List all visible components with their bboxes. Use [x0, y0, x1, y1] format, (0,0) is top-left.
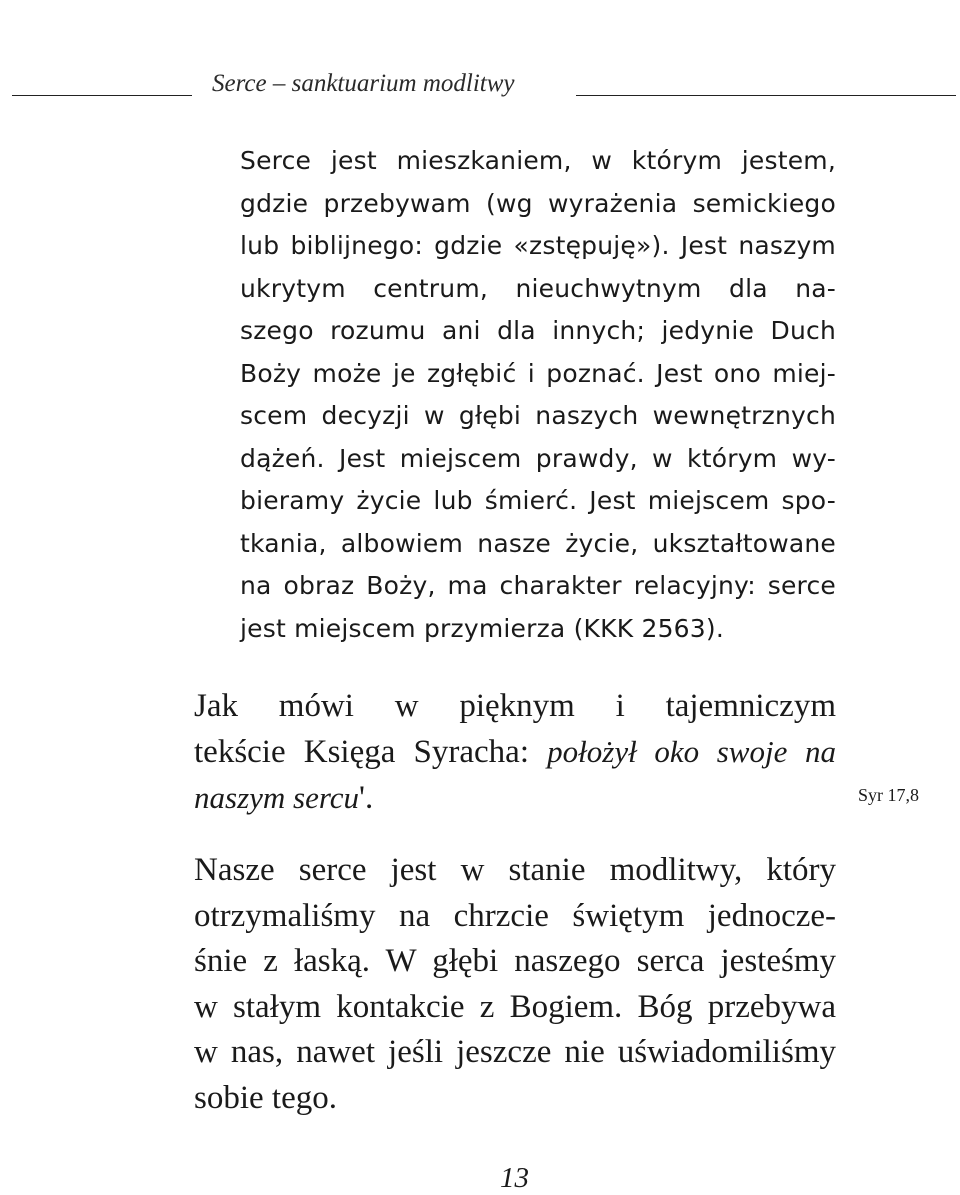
text-line: Nasze serce jest w stanie modlitwy, który: [194, 852, 836, 888]
text-line: scem decyzji w głębi naszych wewnętrznych: [240, 401, 836, 430]
running-header-title: Serce – sanktuarium modlitwy: [212, 70, 515, 97]
text-line: sobie tego.: [194, 1079, 337, 1116]
paragraph-sirach-quote: [194, 684, 836, 821]
scripture-quote: naszym sercu: [194, 780, 360, 815]
text-line: na obraz Boży, ma charakter relacyjny: serce: [240, 571, 836, 600]
text-line: dążeń. Jest miejscem prawdy, w którym wy-: [240, 443, 836, 473]
text-line: [194, 775, 836, 821]
margin-reference: Syr 17,8: [858, 785, 920, 805]
page-number: 13: [500, 1162, 529, 1194]
text-line: bieramy życie lub śmierć. Jest miejscem spo-: [240, 486, 836, 515]
text-line: otrzymaliśmy na chrzcie świętym jednocze-: [194, 897, 836, 934]
text-line: jest miejscem przymierza (KKK 2563).: [240, 613, 724, 643]
text-plain: tekście Księga Syracha:: [194, 734, 548, 770]
paragraph-prayer-state: [194, 848, 836, 1121]
text-line: [194, 729, 836, 775]
text-line: Serce jest mieszkaniem, w którym jestem,: [240, 146, 836, 175]
text-line: w nas, nawet jeśli jeszcze nie uświadomiliśmy: [194, 1034, 836, 1070]
text-line: Jak mówi w pięknym i tajemniczym: [194, 688, 836, 724]
scripture-quote: położył oko swoje na: [547, 734, 836, 769]
text-plain: '.: [359, 780, 374, 816]
text-line: szego rozumu ani dla innych; jedynie Duch: [240, 316, 836, 345]
text-line: lub biblijnego: gdzie «zstępuję»). Jest naszym: [240, 231, 836, 260]
header-rule-left: [12, 95, 192, 96]
text-line: śnie z łaską. W głębi naszego serca jesteśmy: [194, 943, 836, 979]
header-rule-right: [576, 95, 956, 96]
text-line: ukrytym centrum, nieuchwytnym dla na-: [240, 273, 836, 303]
text-line: w stałym kontakcie z Bogiem. Bóg przebywa: [194, 988, 836, 1025]
text-line: Boży może je zgłębić i poznać. Jest ono miej-: [240, 358, 836, 388]
running-header: [0, 68, 960, 108]
paragraph-heart-dwelling: [240, 140, 836, 650]
text-line: gdzie przebywam (wg wyrażenia semickiego: [240, 188, 836, 218]
text-line: tkania, albowiem nasze życie, ukształtowane: [240, 528, 836, 558]
